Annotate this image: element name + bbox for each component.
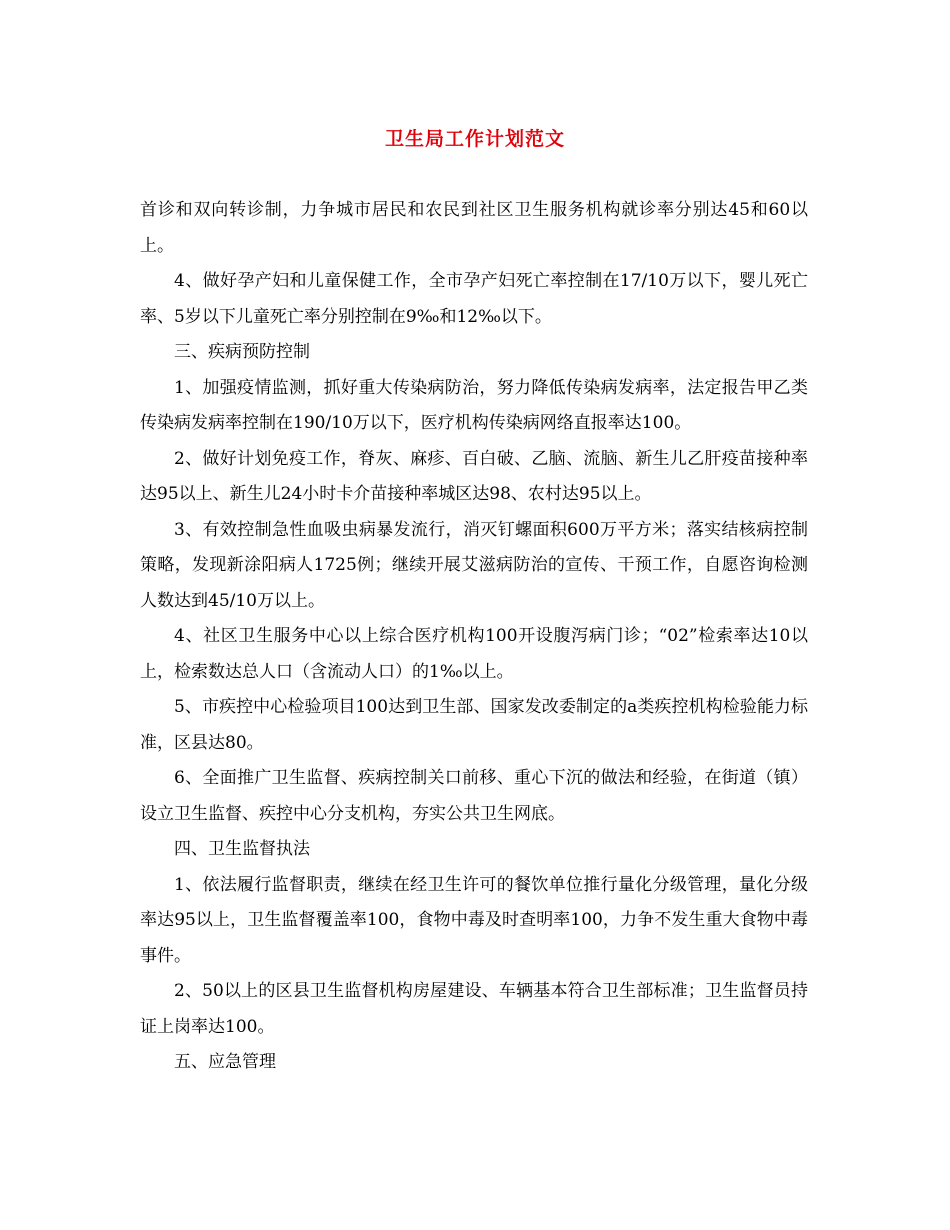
section-heading: 五、应急管理 xyxy=(174,1052,276,1072)
paragraph: 1、加强疫情监测，抓好重大传染病防治，努力降低传染病发病率，法定报告甲乙类传染病发病率控制在190/10万以下，医疗机构传染病网络直报率达100。 xyxy=(140,377,808,433)
paragraph: 3、有效控制急性血吸虫病暴发流行，消灭钉螺面积600万平方米；落实结核病控制策略，发现新涂阳病人1725例；继续开展艾滋病防治的宣传、干预工作，自愿咨询检测人数达到45/10万以上。 xyxy=(140,519,808,611)
paragraph: 4、社区卫生服务中心以上综合医疗机构100开设腹泻病门诊；“02”检索率达10以上，检索数达总人口（含流动人口）的1‰以上。 xyxy=(140,626,808,682)
paragraph: 4、做好孕产妇和儿童保健工作，全市孕产妇死亡率控制在17/10万以下，婴儿死亡率、5岁以下儿童死亡率分别控制在9‰和12‰以下。 xyxy=(140,271,808,327)
paragraph: 首诊和双向转诊制，力争城市居民和农民到社区卫生服务机构就诊率分别达45和60以上。 xyxy=(140,200,808,256)
section-heading: 四、卫生监督执法 xyxy=(174,839,310,859)
paragraph: 5、市疾控中心检验项目100达到卫生部、国家发改委制定的a类疾控机构检验能力标准，区县达80。 xyxy=(140,697,808,753)
paragraph: 6、全面推广卫生监督、疾病控制关口前移、重心下沉的做法和经验，在街道（镇）设立卫生监督、疾控中心分支机构，夯实公共卫生网底。 xyxy=(140,768,808,824)
paragraph: 1、依法履行监督职责，继续在经卫生许可的餐饮单位推行量化分级管理，量化分级率达95以上，卫生监督覆盖率100，食物中毒及时查明率100，力争不发生重大食物中毒事件。 xyxy=(140,874,808,966)
paragraph: 2、50以上的区县卫生监督机构房屋建设、车辆基本符合卫生部标准；卫生监督员持证上岗率达100。 xyxy=(140,981,808,1037)
document-body xyxy=(140,193,808,1081)
paragraph: 2、做好计划免疫工作，脊灰、麻疹、百白破、乙脑、流脑、新生儿乙肝疫苗接种率达95以上、新生儿24小时卡介苗接种率城区达98、农村达95以上。 xyxy=(140,448,808,504)
section-heading: 三、疾病预防控制 xyxy=(174,342,310,362)
document-title: 卫生局工作计划范文 xyxy=(384,128,565,150)
